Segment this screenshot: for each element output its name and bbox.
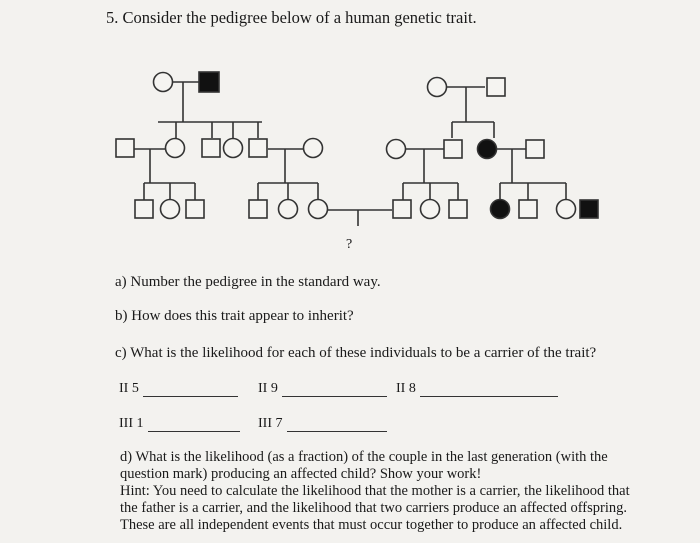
question-title: 5. Consider the pedigree below of a human genetic trait. [106,8,477,27]
question-mark-label: ? [346,237,353,252]
part-d-hint-line: These are all independent events that must occur together to produce an affected child. [120,517,623,533]
blank-label: III 1 [119,416,144,431]
male-symbol [249,139,267,157]
male-symbol [487,78,505,96]
answer-blank-ii9 [258,381,387,397]
part-c-text: c) What is the likelihood for each of these individuals to be a carrier of the trait? [115,345,597,361]
affected-male-symbol [580,200,598,218]
part-d-hint-line: Hint: You need to calculate the likelihood that the mother is a carrier, the likelihood that [120,483,630,499]
female-symbol [224,139,243,158]
male-symbol [444,140,462,158]
male-symbol [449,200,467,218]
affected-female-symbol [491,200,510,219]
male-symbol [393,200,411,218]
part-a-text: a) Number the pedigree in the standard way. [115,274,381,290]
pedigree-chart [0,0,700,260]
male-symbol [249,200,267,218]
female-symbol [428,78,447,97]
part-d-line: question mark) producing an affected child? Show your work! [120,466,482,482]
part-d-text [120,449,680,534]
blank-label: II 9 [258,381,278,396]
answer-line[interactable] [148,430,240,432]
male-symbol [202,139,220,157]
answer-line[interactable] [420,395,558,397]
female-symbol [166,139,185,158]
affected-female-symbol [478,140,497,159]
answer-blank-iii7 [258,416,387,432]
male-symbol [519,200,537,218]
part-b-text: b) How does this trait appear to inherit? [115,308,354,324]
answer-blank-ii5 [119,381,238,397]
female-symbol [304,139,323,158]
female-symbol [387,140,406,159]
male-symbol [116,139,134,157]
female-symbol [154,73,173,92]
female-symbol [421,200,440,219]
part-d-line: d) What is the likelihood (as a fraction) of the couple in the last generation (with the [120,449,608,465]
part-d-hint-line: the father is a carrier, and the likelihood that two carriers produce an affected offspring. [120,500,627,516]
blank-label: III 7 [258,416,283,431]
male-symbol [186,200,204,218]
answer-line[interactable] [143,395,238,397]
female-symbol [557,200,576,219]
answer-blank-ii8 [396,381,558,397]
answer-line[interactable] [287,430,387,432]
female-symbol [309,200,328,219]
blank-label: II 5 [119,381,139,396]
affected-male-symbol [199,72,219,92]
male-symbol [135,200,153,218]
female-symbol [161,200,180,219]
female-symbol [279,200,298,219]
answer-blank-iii1 [119,416,240,432]
answer-line[interactable] [282,395,387,397]
male-symbol [526,140,544,158]
blank-label: II 8 [396,381,416,396]
